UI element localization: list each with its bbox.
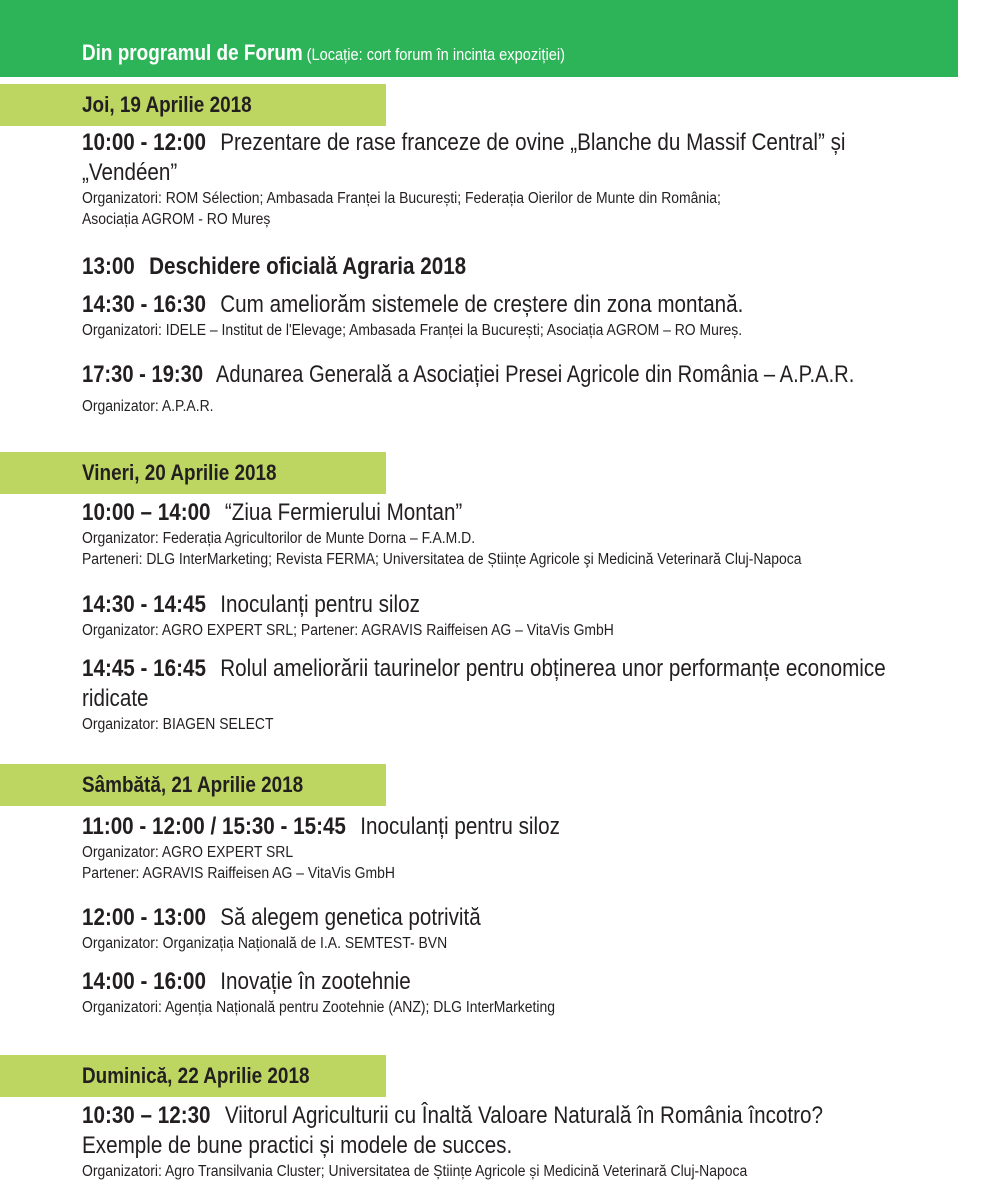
event-time: 14:45 - 16:45 <box>82 655 206 682</box>
banner-title: Din programul de Forum <box>82 40 303 65</box>
event-heading <box>82 903 481 933</box>
event-time: 14:30 - 14:45 <box>82 591 206 618</box>
day-header-joi <box>0 84 386 126</box>
event-organizers: Organizator: Federația Agricultorilor de Munte Dorna – F.A.M.D. <box>82 530 476 547</box>
event-title: Cum ameliorăm sistemele de creștere din zona montană. <box>220 291 744 318</box>
event-item <box>82 967 608 1018</box>
event-organizers: Organizator: Organizația Națională de I.A. SEMTEST- BVN <box>82 935 448 952</box>
event-time: 14:30 - 16:30 <box>82 291 206 318</box>
event-item <box>82 290 851 341</box>
day-header-duminica <box>0 1055 386 1097</box>
event-organizers: Organizator: BIAGEN SELECT <box>82 716 274 733</box>
event-organizers: Asociația AGROM - RO Mureș <box>82 211 271 228</box>
event-time: 10:00 - 12:00 <box>82 129 206 156</box>
day-label: Vineri, 20 Aprilie 2018 <box>82 460 277 485</box>
day-label: Joi, 19 Aprilie 2018 <box>82 92 252 117</box>
event-title: Adunarea Generală a Asociației Presei Agricole din România – A.P.A.R. <box>215 361 855 388</box>
banner-location-note: (Locație: cort forum în incinta expoziției) <box>306 45 565 64</box>
event-time: 14:00 - 16:00 <box>82 968 206 995</box>
event-item <box>82 1101 944 1182</box>
event-heading <box>82 128 846 158</box>
event-item <box>82 590 673 641</box>
event-item <box>82 252 529 282</box>
event-partners: Parteneri: DLG InterMarketing; Revista FERMA; Universitatea de Științe Agricole şi Medicină Veterinară Cluj-Napoca <box>82 551 802 568</box>
event-heading <box>82 590 590 620</box>
day-label: Sâmbătă, 21 Aprilie 2018 <box>82 772 304 797</box>
event-organizers: Organizatori: Agenția Națională pentru Zootehnie (ANZ); DLG InterMarketing <box>82 999 555 1016</box>
event-item <box>82 812 638 884</box>
event-title: Inoculanți pentru siloz <box>360 813 560 840</box>
event-partners: Partener: AGRAVIS Raiffeisen AG – VitaVis GmbH <box>82 865 396 882</box>
event-time: 10:00 – 14:00 <box>82 499 211 526</box>
day-label: Duminică, 22 Aprilie 2018 <box>82 1063 310 1088</box>
event-heading <box>82 498 770 528</box>
event-time: 12:00 - 13:00 <box>82 904 206 931</box>
event-organizers: Organizator: AGRO EXPERT SRL; Partener: AGRAVIS Raiffeisen AG – VitaVis GmbH <box>82 622 614 639</box>
event-organizers: Organizator: A.P.A.R. <box>82 398 214 415</box>
event-title: Să alegem genetica potrivită <box>220 904 481 931</box>
event-item <box>82 654 989 735</box>
event-title: Inoculanți pentru siloz <box>220 591 420 618</box>
event-heading <box>82 360 854 390</box>
forum-banner <box>0 0 958 77</box>
event-title: Rolul ameliorării taurinelor pentru obținerea unor performanțe economice <box>220 655 886 682</box>
event-time: 10:30 – 12:30 <box>82 1102 211 1129</box>
event-title-continued: Exemple de bune practici și modele de succes. <box>82 1132 513 1159</box>
event-title: Viitorul Agriculturii cu Înaltă Valoare Naturală în România încotro? <box>224 1102 823 1129</box>
event-organizers: Organizatori: IDELE – Institut de l'Elevage; Ambasada Franței la București; Asociația AGROM – RO Mureș. <box>82 322 743 339</box>
event-title: Prezentare de rase franceze de ovine „Blanche du Massif Central” și <box>220 129 846 156</box>
event-item <box>82 360 989 417</box>
event-title-continued: ridicate <box>82 685 149 712</box>
event-heading <box>82 812 560 842</box>
event-time: 13:00 <box>82 253 135 280</box>
event-heading <box>82 290 743 320</box>
event-title: Deschidere oficială Agraria 2018 <box>149 253 467 280</box>
event-organizers: Organizatori: ROM Sélection; Ambasada Franței la București; Federația Oierilor de Munte din România; <box>82 190 721 207</box>
event-heading <box>82 654 886 684</box>
event-item <box>82 903 546 954</box>
event-title: Inovație în zootehnie <box>220 968 411 995</box>
event-title-continued: „Vendéen” <box>82 159 178 186</box>
event-item <box>82 498 881 570</box>
day-header-sambata <box>0 764 386 806</box>
event-heading <box>82 1101 823 1131</box>
event-title: “Ziua Fermierului Montan” <box>224 499 463 526</box>
banner-heading <box>82 40 565 66</box>
event-time: 17:30 - 19:30 <box>82 361 204 388</box>
day-header-vineri <box>0 452 386 494</box>
event-item <box>82 128 970 230</box>
event-heading <box>82 252 466 282</box>
event-organizers: Organizatori: Agro Transilvania Cluster; Universitatea de Științe Agricole și Medicină Veterinară Cluj-Napoca <box>82 1163 748 1180</box>
event-time: 11:00 - 12:00 / 15:30 - 15:45 <box>82 813 346 840</box>
event-organizers: Organizator: AGRO EXPERT SRL <box>82 844 294 861</box>
event-heading <box>82 967 534 997</box>
